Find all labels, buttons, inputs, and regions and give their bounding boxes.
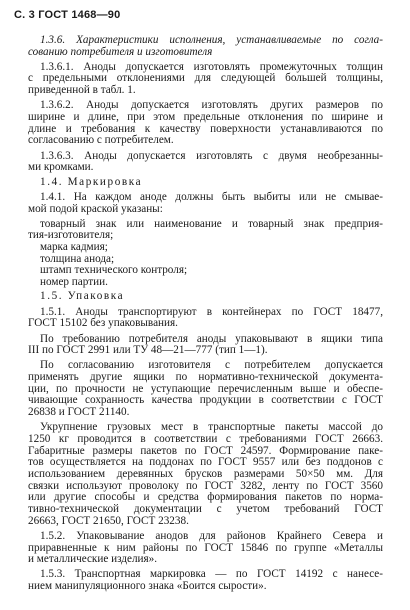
text-line: штамп технического контроля; [40, 264, 188, 276]
text-line: 1.5.1. Аноды транспортируют в контейнерах по ГОСТ 18477, [40, 306, 383, 318]
text-line: приведенной в табл. 1. [28, 84, 136, 96]
text-line: 1250 кг проводится в соответствии с требованиями ГОСТ 26663. [28, 433, 383, 445]
text-line: номер партии. [40, 276, 108, 288]
text-line: 26838 и ГОСТ 21140. [28, 406, 130, 418]
text-line: нием манипуляционного знака «Боится сырости». [28, 580, 267, 592]
text-line: 1.4.1. На каждом аноде должны быть выбиты или не смывае- [40, 191, 383, 203]
text-line: мой подой краской указаны: [28, 203, 163, 215]
text-line: По согласованию изготовителя с потребителем допускается [40, 359, 383, 371]
text-line: III по ГОСТ 2991 или ТУ 48—21—777 (тип 1—1). [28, 344, 268, 356]
text-line: связки используют проволоку по ГОСТ 3282, ленту по ГОСТ 3560 [28, 480, 383, 492]
text-line: 26663, ГОСТ 21650, ГОСТ 23238. [28, 515, 189, 527]
text-line: ширине и длине, при этом предельные отклонения по ширине и [28, 111, 383, 123]
text-line: Укрупнение грузовых мест в транспортные пакеты массой до [40, 421, 383, 433]
text-line: 1.5.2. Упаковывание анодов для районов Крайнего Севера и [40, 530, 383, 542]
text-line: 1.5. Упаковка [40, 290, 125, 302]
text-line: толщина анода; [40, 253, 115, 265]
text-line: согласованию с потребителем. [28, 134, 174, 146]
text-line: чивающие сохранность качества продукции в соответствии с ГОСТ [28, 394, 383, 406]
text-line: длине и требования к качеству поверхности устанавливаются по [28, 123, 383, 135]
text-line: Габаритные размеры пакетов по ГОСТ 24597. Формирование паке- [28, 445, 383, 457]
text-line: 1.3.6.1. Аноды допускается изготовлять промежуточных толщин [40, 61, 383, 73]
text-line: или другие способы и средства формирования пакетов по норма- [28, 491, 383, 503]
text-line: использованием деревянных брусков размерами 50×50 мм. Для [28, 468, 383, 480]
text-line: ми кромками. [28, 161, 94, 173]
text-line: 1.4. Маркировка [40, 176, 143, 188]
text-line: тивно-технической документации с учетом требований ГОСТ [28, 503, 383, 515]
text-line: тов осуществляется на поддонах по ГОСТ 9557 или без поддонов с [28, 456, 383, 468]
text-line: 1.3.6.2. Аноды допускается изготовлять других размеров по [40, 99, 383, 111]
text-line: и металлические изделия». [28, 553, 158, 565]
text-line: 1.5.3. Транспортная маркировка — по ГОСТ 14192 с нанесе- [40, 568, 383, 580]
text-line: тия-изготовителя; [28, 229, 114, 241]
text-line: с предельными отклонениями для следующей большей толщины, [28, 72, 383, 84]
text-line: применять другие ящики по нормативно-технической документа- [28, 371, 383, 383]
text-line: 1.3.6.3. Аноды допускается изготовлять с двумя необрезанны- [40, 150, 383, 162]
text-line: ГОСТ 15102 без упаковывания. [28, 317, 178, 329]
text-line: марка кадмия; [40, 241, 108, 253]
text-line: 1.3.6. Характеристики исполнения, устанавливаемые по согла- [40, 34, 383, 46]
page-header: С. 3 ГОСТ 1468—90 [14, 9, 121, 21]
text-line: По требованию потребителя аноды упаковывают в ящики типа [40, 333, 383, 345]
text-line: ции, по прочности не уступающие перечисленным выше и обеспе- [28, 383, 383, 395]
text-line: приравненные к ним районы по ГОСТ 15846 по группе «Металлы [28, 542, 383, 554]
text-line: товарный знак или наименование и товарный знак предприя- [40, 218, 383, 230]
text-line: сованию потребителя и изготовителя [28, 46, 213, 58]
